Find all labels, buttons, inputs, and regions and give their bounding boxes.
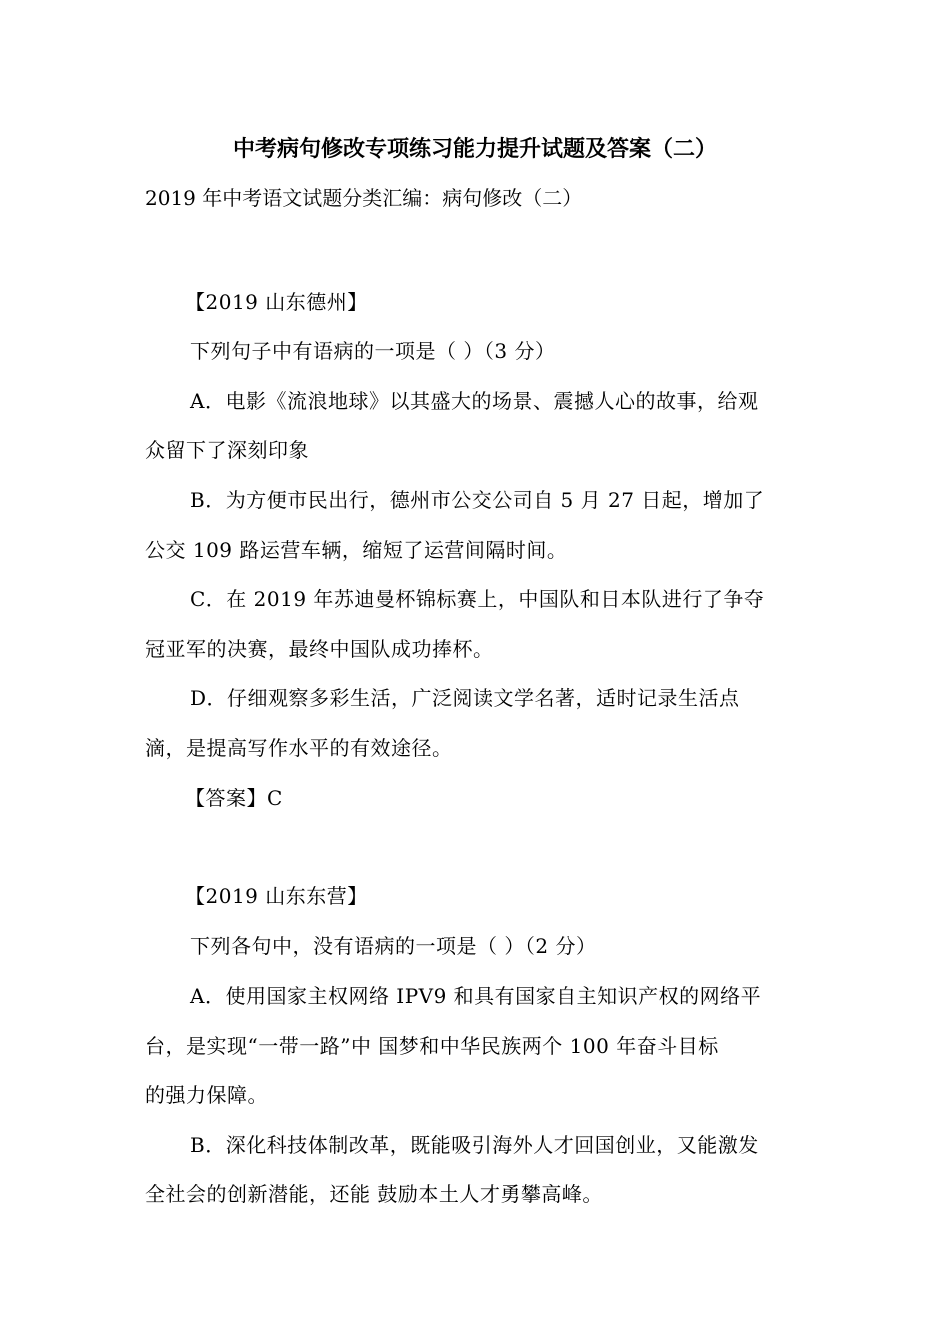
option-b2-line-2: 全社会的创新潜能，还能 鼓励本土人才勇攀高峰。 [145, 1182, 603, 1206]
option-a2-line-1: A．使用国家主权网络 IPV9 和具有国家自主知识产权的网络平 [190, 984, 762, 1008]
option-a-line-2: 众留下了深刻印象 [145, 438, 309, 462]
question-source-dongying: 【2019 山东东营】 [185, 884, 368, 908]
option-c-line-2: 冠亚军的决赛，最终中国队成功捧杯。 [145, 637, 494, 661]
option-d-line-1: D．仔细观察多彩生活，广泛阅读文学名著，适时记录生活点 [190, 686, 740, 710]
document-subtitle: 2019 年中考语文试题分类汇编：病句修改（二） [145, 186, 583, 210]
option-d-line-2: 滴，是提高写作水平的有效途径。 [145, 736, 453, 760]
question-stem-2: 下列各句中，没有语病的一项是（ ）（2 分） [190, 934, 597, 958]
option-a-line-1: A．电影《流浪地球》以其盛大的场景、震撼人心的故事，给观 [190, 389, 759, 413]
option-c-line-1: C．在 2019 年苏迪曼杯锦标赛上，中国队和日本队进行了争夺 [190, 587, 765, 611]
question-source-dezhou: 【2019 山东德州】 [185, 290, 368, 314]
question-stem-1: 下列句子中有语病的一项是（ ）（3 分） [190, 339, 556, 363]
option-b2-line-1: B．深化科技体制改革，既能吸引海外人才回国创业，又能激发 [190, 1133, 759, 1157]
option-b-line-1: B．为方便市民出行，德州市公交公司自 5 月 27 日起，增加了 [190, 488, 765, 512]
option-a2-line-2: 台，是实现“一带一路”中 国梦和中华民族两个 100 年奋斗目标 [145, 1034, 719, 1058]
document-title: 中考病句修改专项练习能力提升试题及答案（二） [232, 137, 717, 162]
option-b-line-2: 公交 109 路运营车辆，缩短了运营间隔时间。 [145, 538, 568, 562]
option-a2-line-3: 的强力保障。 [145, 1083, 268, 1107]
answer-1: 【答案】C [185, 786, 283, 810]
